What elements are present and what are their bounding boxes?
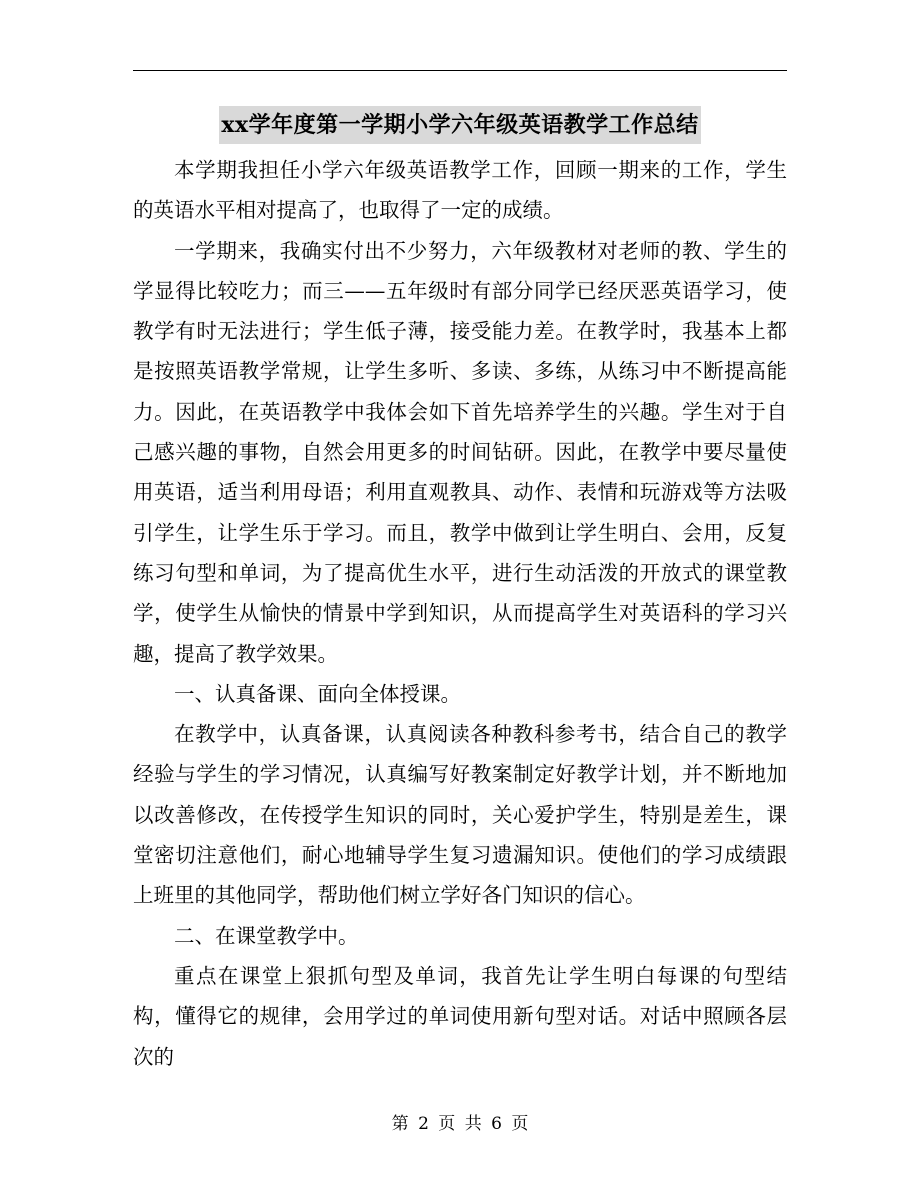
paragraph-intro: 本学期我担任小学六年级英语教学工作，回顾一期来的工作，学生的英语水平相对提高了，也取得了一定的成绩。: [133, 158, 787, 223]
section-heading-2: 二、在课堂教学中。: [174, 923, 359, 948]
paragraph-lesson-prep: 在教学中，认真备课，认真阅读各种教科参考书，结合自己的教学经验与学生的学习情况，认真编写好教案制定好教学计划，并不断地加以改善修改，在传授学生知识的同时，关心爱护学生，特别是差生，课堂密切注意他们，耐心地辅导学生复习遗漏知识。使他们的学习成绩跟上班里的其他同学，帮助他们树立学好各门知识的信心。: [133, 722, 787, 908]
page-number-label: 第 2 页 共 6 页: [391, 1114, 529, 1134]
title-container: [133, 106, 787, 144]
document-title: xx学年度第一学期小学六年级英语教学工作总结: [219, 106, 700, 144]
page-footer: [0, 1112, 920, 1136]
paragraph-semester-review: 一学期来，我确实付出不少努力，六年级教材对老师的教、学生的学显得比较吃力；而三——五年级时有部分同学已经厌恶英语学习，使教学有时无法进行；学生低子薄，接受能力差。在教学时，我基本上都是按照英语教学常规，让学生多听、多读、多练，从练习中不断提高能力。因此，在英语教学中我体会如下首先培养学生的兴趣。学生对于自己感兴趣的事物，自然会用更多的时间钻研。因此，在教学中要尽量使用英语，适当利用母语；利用直观教具、动作、表情和玩游戏等方法吸引学生，让学生乐于学习。而且，教学中做到让学生明白、会用，反复练习句型和单词，为了提高优生水平，进行生动活泼的开放式的课堂教学，使学生从愉快的情景中学到知识，从而提高学生对英语科的学习兴趣，提高了教学效果。: [133, 238, 787, 666]
header-rule: [133, 70, 787, 71]
paragraph-classroom-teaching: 重点在课堂上狠抓句型及单词，我首先让学生明白每课的句型结构，懂得它的规律，会用学过的单词使用新句型对话。对话中照顾各层次的: [133, 963, 787, 1069]
document-body: [133, 150, 787, 1077]
section-heading-1: 一、认真备课、面向全体授课。: [174, 681, 461, 706]
